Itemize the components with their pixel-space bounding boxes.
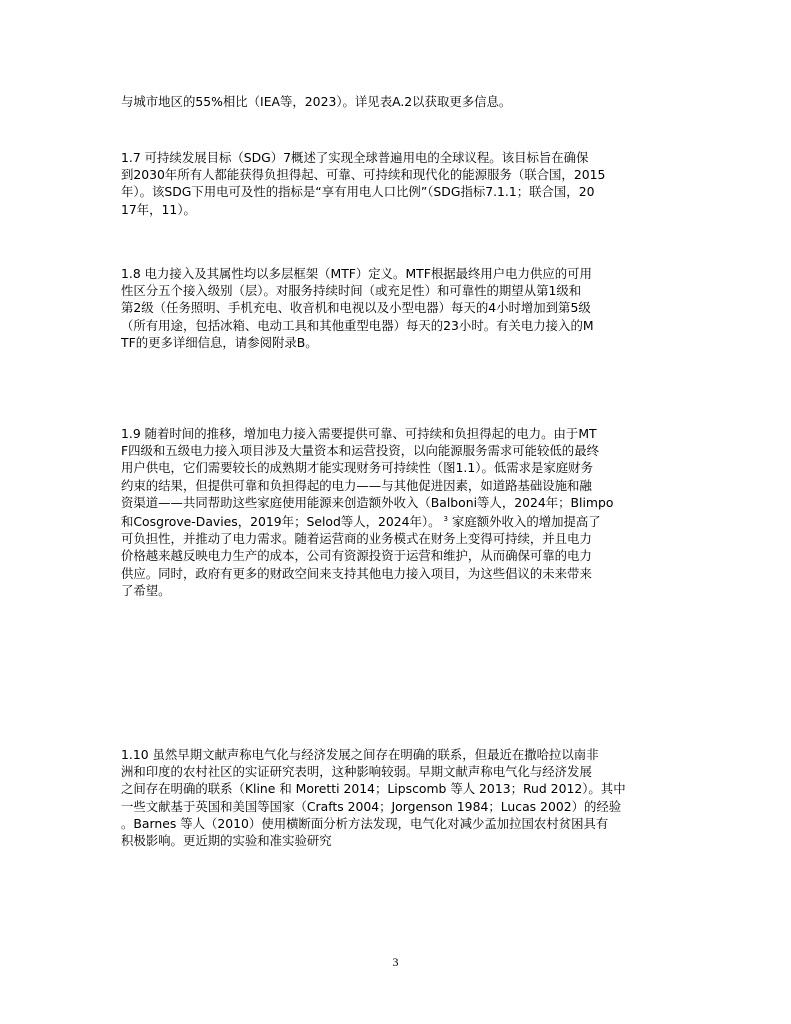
text-line: 资渠道——共同帮助这些家庭使用能源来创造额外收入（Balboni等人，2024年；Blimpo: [121, 494, 614, 510]
text-line: 17年，11）。: [121, 201, 196, 217]
text-line: 供应。同时，政府有更多的财政空间来支持其他电力接入项目，为这些倡议的未来带来: [121, 565, 592, 581]
text-segment: 家庭额外收入的增加提高了: [452, 514, 601, 530]
page-number: 3: [392, 955, 399, 969]
text-line: 1.10 虽然早期文献声称电气化与经济发展之间存在明确的联系，但最近在撒哈拉以南非: [121, 747, 599, 762]
paragraph-1-9: [121, 425, 676, 599]
text-line: TF的更多详细信息，请参阅附录B。: [121, 334, 318, 350]
text-line-with-footnote: [121, 511, 676, 530]
text-line: 用户供电，它们需要较长的成熟期才能实现财务可持续性（图1.1）。低需求是家庭财务: [121, 460, 593, 476]
footnote-marker[interactable]: 3: [443, 515, 448, 524]
text-line: 约束的结果，但提供可靠和负担得起的电力——与其他促进因素，如道路基础设施和融: [121, 477, 592, 493]
text-line: F四级和五级电力接入项目涉及大量资本和运营投资，以向能源服务需求可能较低的最终: [121, 443, 599, 459]
text-line: 1.8 电力接入及其属性均以多层框架（MTF）定义。MTF根据最终用户电力供应的可用: [121, 266, 592, 281]
paragraph-1-7: [121, 149, 676, 218]
paragraph-1-8: [121, 265, 676, 351]
text-line: （所有用途，包括冰箱、电动工具和其他重型电器）每天的23小时。有关电力接入的M: [121, 317, 594, 333]
paragraph-1-6-continuation: [121, 93, 676, 110]
paragraph-1-10: [121, 746, 676, 849]
text-line: 第2级（任务照明、手机充电、收音机和电视以及小型电器）每天的4小时增加到第5级: [121, 300, 591, 316]
text-line: 与城市地区的55%相比（IEA等，2023）。详见表A.2以获取更多信息。: [121, 94, 512, 109]
text-line: 可负担性，并推动了电力需求。随着运营商的业务模式在财务上变得可持续，并且电力: [121, 531, 592, 547]
text-line: 积极影响。更近期的实验和准实验研究: [121, 833, 332, 849]
text-line: 1.7 可持续发展目标（SDG）7概述了实现全球普遍用电的全球议程。该目标旨在确保: [121, 150, 589, 165]
text-line: 。Barnes 等人（2010）使用横断面分析方法发现，电气化对减少孟加拉国农村贫困具有: [121, 815, 609, 831]
text-line: 到2030年所有人都能获得负担得起、可靠、可持续和现代化的能源服务（联合国，2015: [121, 167, 606, 183]
text-line: 了希望。: [121, 582, 171, 598]
text-line: 1.9 随着时间的推移，增加电力接入需要提供可靠、可持续和负担得起的电力。由于MT: [121, 426, 597, 441]
text-line: 一些文献基于英国和美国等国家（Crafts 2004；Jorgenson 1984；Lucas 2002）的经验: [121, 798, 622, 814]
text-segment: 和Cosgrove-Davies，2019年；Selod等人，2024年）。: [121, 514, 441, 530]
text-line: 之间存在明确的联系（Kline 和 Moretti 2014；Lipscomb 等人 2013；Rud 2012）。其中: [121, 781, 626, 797]
text-line: 年）。该SDG下用电可及性的指标是“享有用电人口比例”（SDG指标7.1.1；联合国，20: [121, 184, 595, 200]
text-line: 价格越来越反映电力生产的成本，公司有资源投资于运营和维护，从而确保可靠的电力: [121, 548, 592, 564]
text-line: 性区分五个接入级别（层）。对服务持续时间（或充足性）和可靠性的期望从第1级和: [121, 283, 582, 299]
text-line: 洲和印度的农村社区的实证研究表明，这种影响较弱。早期文献声称电气化与经济发展: [121, 764, 592, 780]
